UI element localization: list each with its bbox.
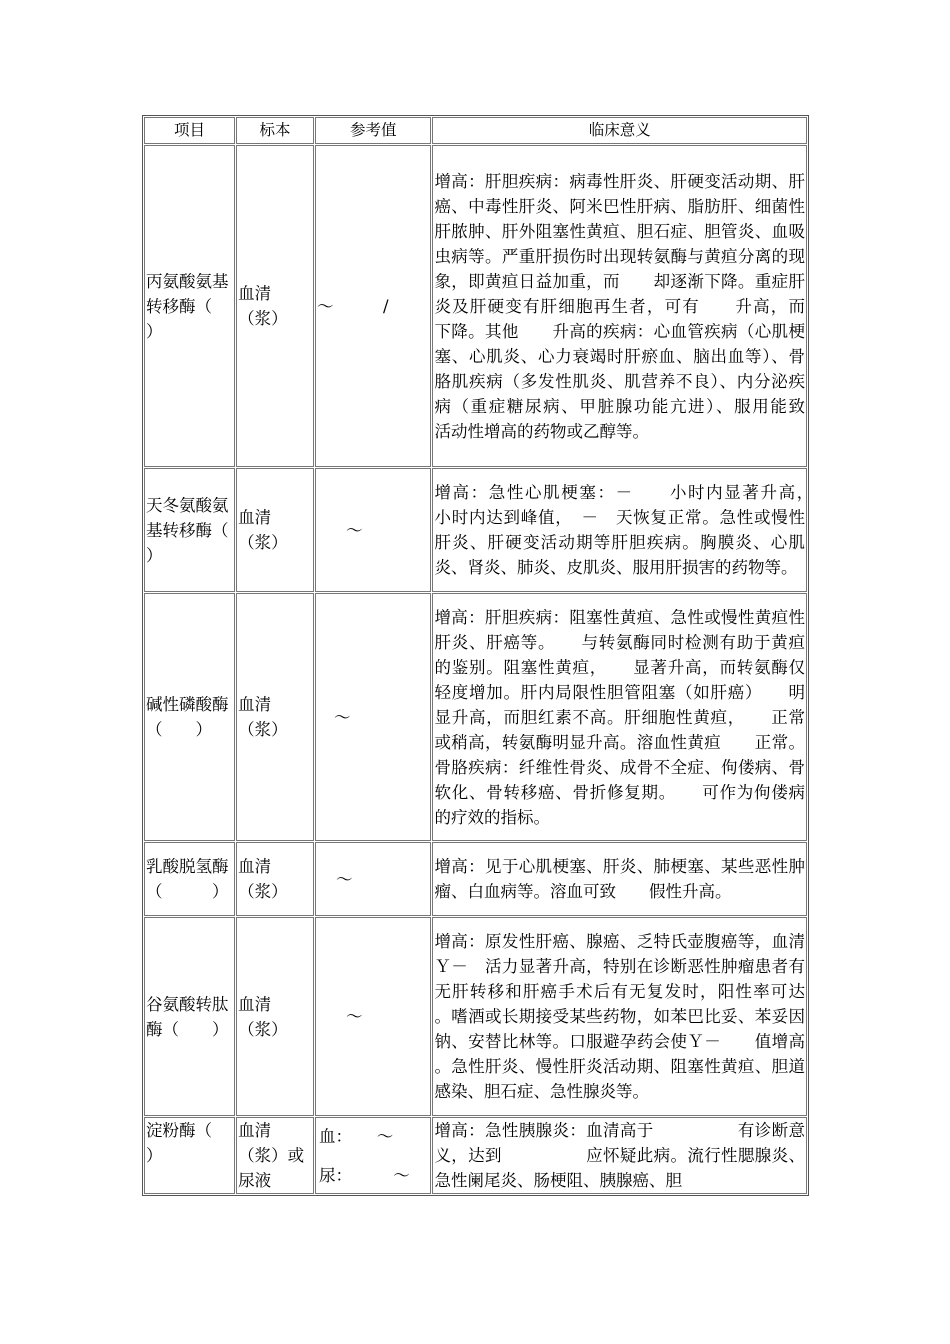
reference-value: ～	[315, 468, 431, 592]
table-row-alt	[144, 145, 807, 467]
item-name: 碱性磷酸酶（ ）	[144, 593, 235, 841]
reference-value: ～	[315, 593, 431, 841]
reference-urine: 尿： ～	[319, 1165, 410, 1185]
clinical-reference-table	[142, 115, 838, 1196]
table-row-ggt	[144, 917, 807, 1116]
item-name: 丙氨酸氨基转移酶（ ）	[144, 145, 235, 467]
specimen: 血清（浆）	[236, 593, 314, 841]
specimen: 血清（浆）或尿液	[236, 1117, 314, 1194]
table-row-amylase	[144, 1117, 807, 1194]
reference-value: ～	[315, 842, 431, 916]
item-name: 淀粉酶（ ）	[144, 1117, 235, 1194]
table-row-ldh	[144, 842, 807, 916]
specimen: 血清（浆）	[236, 842, 314, 916]
specimen: 血清（浆）	[236, 468, 314, 592]
reference-value: ～ /	[315, 145, 431, 467]
header-specimen: 标本	[236, 117, 314, 144]
header-reference: 参考值	[315, 117, 431, 144]
clinical-significance: 增高：急性心肌梗塞：－ 小时内显著升高， 小时内达到峰值， － 天恢复正常。急性或慢性肝炎、肝硬变活动期等肝胆疾病。胸膜炎、心肌炎、肾炎、肺炎、皮肌炎、服用肝损害的药物等。	[432, 468, 807, 592]
item-name: 天冬氨酸氨基转移酶（ ）	[144, 468, 235, 592]
table-header-row	[144, 117, 807, 144]
header-item: 项目	[144, 117, 235, 144]
specimen: 血清（浆）	[236, 917, 314, 1116]
specimen: 血清（浆）	[236, 145, 314, 467]
header-significance: 临床意义	[432, 117, 807, 144]
item-name: 谷氨酸转肽酶（ ）	[144, 917, 235, 1116]
table-row-ast	[144, 468, 807, 592]
table-row-alp	[144, 593, 807, 841]
clinical-significance: 增高：急性胰腺炎：血清高于 有诊断意义，达到 应怀疑此病。流行性腮腺炎、急性阑尾炎、肠梗阻、胰腺癌、胆	[432, 1117, 807, 1194]
reference-value: ～	[315, 917, 431, 1116]
clinical-significance: 增高：肝胆疾病：阻塞性黄疸、急性或慢性黄疸性肝炎、肝癌等。 与转氨酶同时检测有助于黄疸的鉴别。阻塞性黄疸， 显著升高，而转氨酶仅轻度增加。肝内局限性胆管阻塞（如肝癌） 明显升高，而胆红素不高。肝细胞性黄疸， 正常或稍高，转氨酶明显升高。溶血性黄疸 正常。骨胳疾病：纤维性骨炎、成骨不全症、佝偻病、骨软化、骨转移癌、骨折修复期。 可作为佝偻病的疗效的指标。	[432, 593, 807, 841]
clinical-significance: 增高：原发性肝癌、腺癌、乏特氏壶腹癌等，血清Ｙ－ 活力显著升高，特别在诊断恶性肿瘤患者有无肝转移和肝癌手术后有无复发时，阳性率可达 。嗜酒或长期接受某些药物，如苯巴比妥、苯妥因钠、安替比林等。口服避孕药会使Ｙ－ 值增高 。急性肝炎、慢性肝炎活动期、阻塞性黄疸、胆道感染、胆石症、急性腺炎等。	[432, 917, 807, 1116]
clinical-significance: 增高：肝胆疾病：病毒性肝炎、肝硬变活动期、肝癌、中毒性肝炎、阿米巴性肝病、脂肪肝、细菌性肝脓肿、肝外阻塞性黄疸、胆石症、胆管炎、血吸虫病等。严重肝损伤时出现转氨酶与黄疸分离的现象，即黄疸日益加重，而 却逐渐下降。重症肝炎及肝硬变有肝细胞再生者，可有 升高，而 下降。其他 升高的疾病：心血管疾病（心肌梗塞、心肌炎、心力衰竭时肝瘀血、脑出血等）、骨胳肌疾病（多发性肌炎、肌营养不良）、内分泌疾病（重症糖尿病、甲脏腺功能亢进）、服用能致 活动性增高的药物或乙醇等。	[432, 145, 807, 467]
reference-blood: 血： ～	[319, 1126, 394, 1146]
item-name: 乳酸脱氢酶（ ）	[144, 842, 235, 916]
clinical-significance: 增高：见于心肌梗塞、肝炎、肺梗塞、某些恶性肿瘤、白血病等。溶血可致 假性升高。	[432, 842, 807, 916]
reference-value	[315, 1117, 431, 1194]
